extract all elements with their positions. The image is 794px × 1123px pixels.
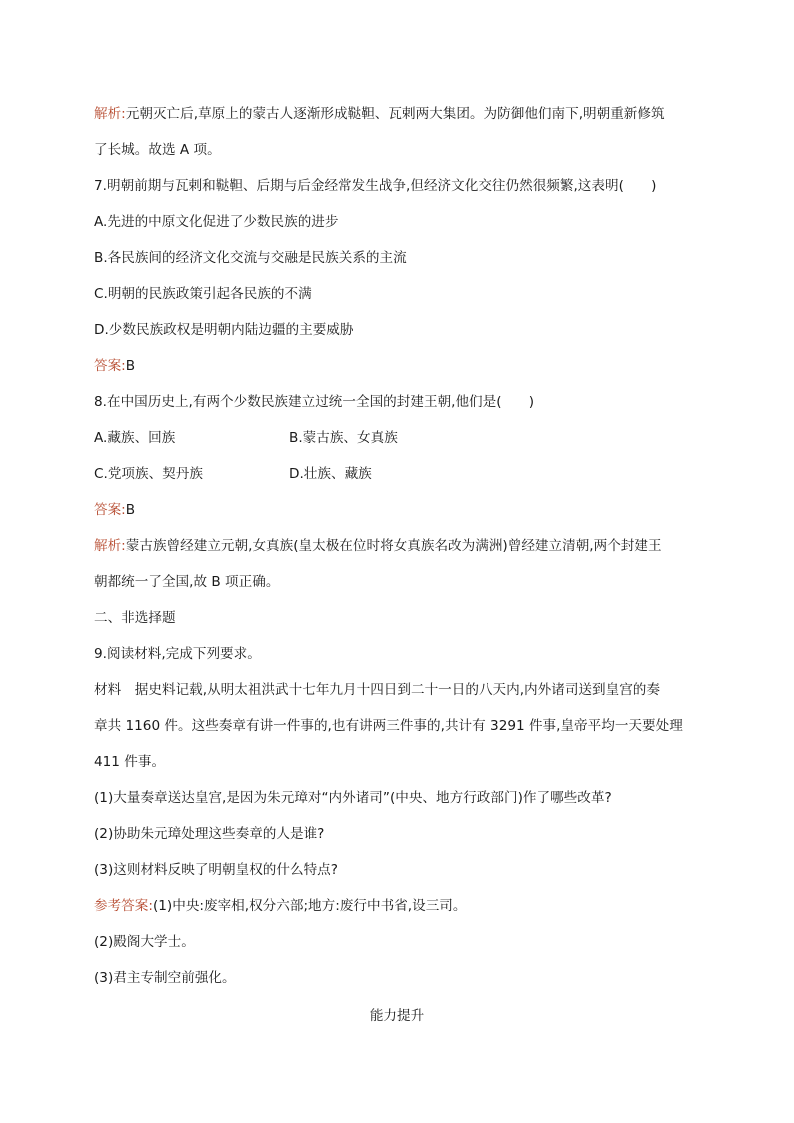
q6-analysis-line-2: 了长城。故选 A 项。 <box>94 142 221 158</box>
q9-reference-answer-2: (2)殿阁大学士。 <box>94 934 195 950</box>
q7-option-a: A.先进的中原文化促进了少数民族的进步 <box>94 214 339 230</box>
q7-option-c: C.明朝的民族政策引起各民族的不满 <box>94 286 312 302</box>
answer-label: 答案: <box>94 502 126 518</box>
next-section-title: 能力提升 <box>369 1008 425 1024</box>
q8-analysis-line-2: 朝都统一了全国,故 B 项正确。 <box>94 574 280 590</box>
q7-option-d: D.少数民族政权是明朝内陆边疆的主要威胁 <box>94 322 354 338</box>
analysis-text: 蒙古族曾经建立元朝,女真族(皇太极在位时将女真族名改为满洲)曾经建立清朝,两个封建王 <box>125 538 662 554</box>
answer-value: B <box>125 502 136 518</box>
q9-reference-answer-1 <box>94 896 714 916</box>
analysis-label: 解析: <box>94 106 126 122</box>
q8-stem: 8.在中国历史上,有两个少数民族建立过统一全国的封建王朝,他们是( ) <box>94 394 535 410</box>
q6-analysis-line-1 <box>94 104 714 124</box>
reference-answer-label: 参考答案: <box>94 898 153 914</box>
q9-reference-answer-3: (3)君主专制空前强化。 <box>94 970 236 986</box>
answer-label: 答案: <box>94 358 126 374</box>
section-title: 二、非选择题 <box>94 610 176 626</box>
analysis-text: 元朝灭亡后,草原上的蒙古人逐渐形成鞑靼、瓦剌两大集团。为防御他们南下,明朝重新修筑 <box>125 106 665 122</box>
reference-answer-text: (1)中央:废宰相,权分六部;地方:废行中书省,设三司。 <box>152 898 467 914</box>
q9-sub-question-2: (2)协助朱元璋处理这些奏章的人是谁? <box>94 826 325 842</box>
q9-material-line-2: 章共 1160 件。这些奏章有讲一件事的,也有讲两三件事的,共计有 3291 件事,皇帝平均一天要处理 <box>94 718 683 734</box>
q7-option-b: B.各民族间的经济文化交流与交融是民族关系的主流 <box>94 250 407 266</box>
q7-stem: 7.明朝前期与瓦剌和鞑靼、后期与后金经常发生战争,但经济文化交往仍然很频繁,这表明( ) <box>94 178 657 194</box>
q9-material-line-1: 材料 据史料记载,从明太祖洪武十七年九月十四日到二十一日的八天内,内外诸司送到皇宫的奏 <box>94 682 660 698</box>
q8-analysis-line-1 <box>94 536 714 556</box>
q9-sub-question-3: (3)这则材料反映了明朝皇权的什么特点? <box>94 862 338 878</box>
q8-option-b: B.蒙古族、女真族 <box>289 430 398 446</box>
q8-option-a: A.藏族、回族 <box>94 430 176 446</box>
q8-option-d: D.壮族、藏族 <box>289 466 372 482</box>
q8-option-c: C.党项族、契丹族 <box>94 466 203 482</box>
q7-answer <box>94 356 714 376</box>
analysis-label: 解析: <box>94 538 126 554</box>
q9-material-line-3: 411 件事。 <box>94 754 166 770</box>
q9-sub-question-1: (1)大量奏章送达皇宫,是因为朱元璋对“内外诸司”(中央、地方行政部门)作了哪些改革? <box>94 790 612 806</box>
q9-stem: 9.阅读材料,完成下列要求。 <box>94 646 261 662</box>
answer-value: B <box>125 358 136 374</box>
q8-answer <box>94 500 714 520</box>
